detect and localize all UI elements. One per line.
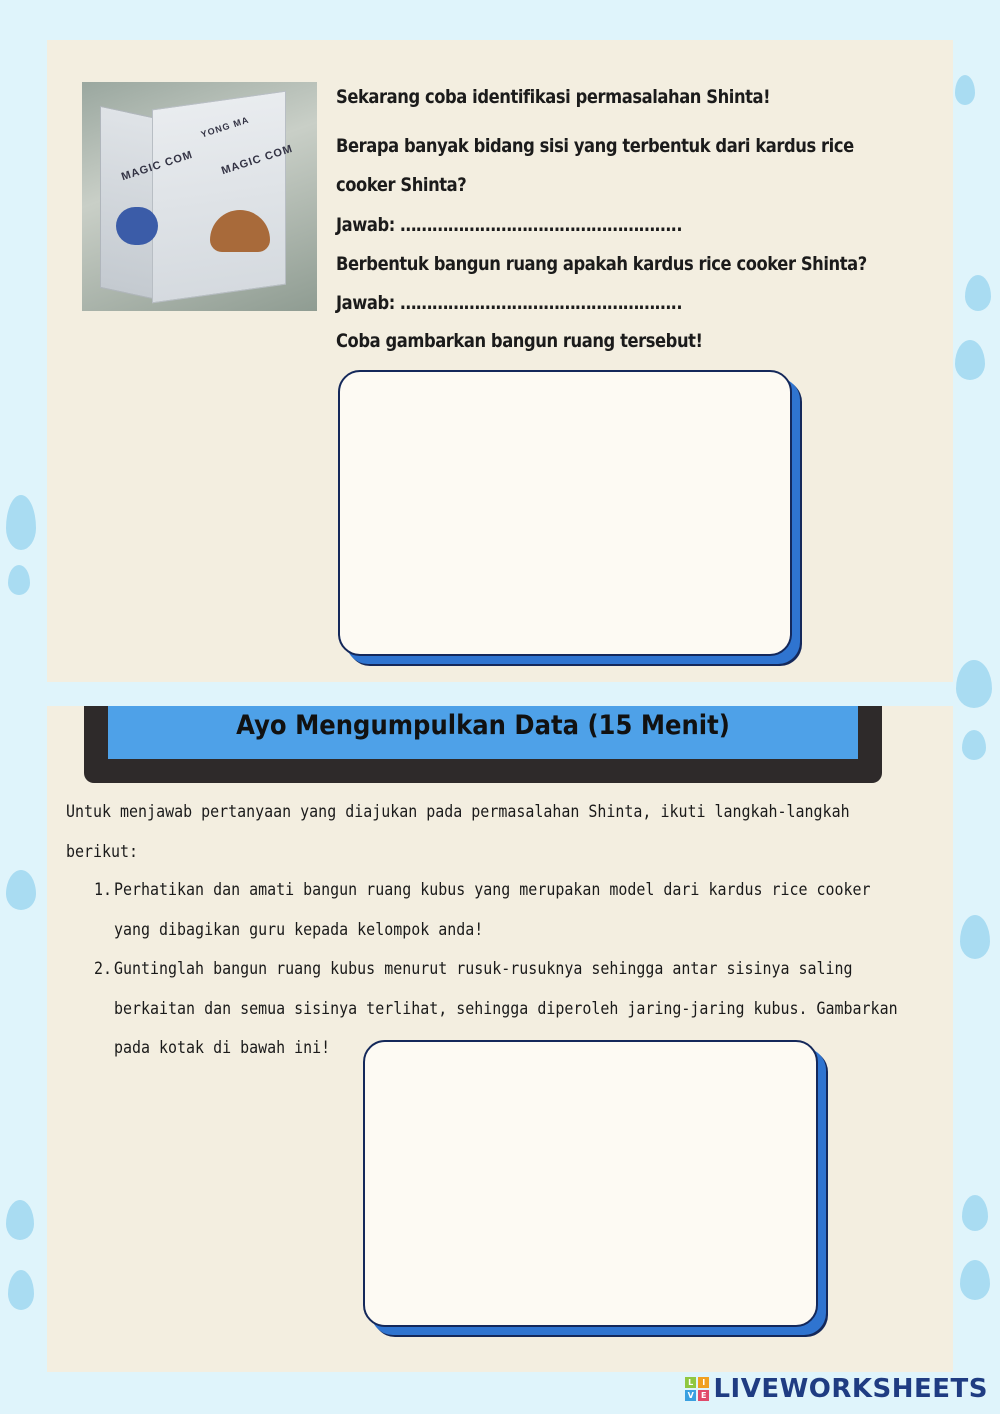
decor-blob <box>962 1195 988 1231</box>
decor-blob <box>956 660 992 708</box>
rice-cooker-box-photo <box>82 82 317 311</box>
step2-line3: pada kotak di bawah ini! <box>114 1038 331 1058</box>
logo-letter: L <box>685 1377 696 1388</box>
box-print-pot-blue <box>116 207 158 245</box>
step1-number: 1. <box>94 880 113 900</box>
step2-line1: Guntinglah bangun ruang kubus menurut rusuk-rusuknya sehingga antar sisinya saling <box>114 959 853 979</box>
section2-intro-line2: berikut: <box>66 841 139 862</box>
liveworksheets-logo-text: LIVEWORKSHEETS <box>713 1374 988 1404</box>
box-side-face <box>100 106 158 300</box>
answer2-field[interactable]: Jawab: …………………………………………….. <box>336 292 683 314</box>
liveworksheets-logo-icon <box>685 1377 709 1401</box>
draw-instruction: Coba gambarkan bangun ruang tersebut! <box>336 330 703 352</box>
liveworksheets-logo <box>685 1374 988 1404</box>
decor-blob <box>6 1200 34 1240</box>
section-banner <box>108 706 858 759</box>
box-brand-label: MAGIC COM <box>219 142 295 178</box>
decor-blob <box>965 275 991 311</box>
logo-letter: V <box>685 1390 696 1401</box>
decor-blob <box>6 870 36 910</box>
decor-blob <box>8 565 30 595</box>
decor-blob <box>955 340 985 380</box>
logo-letter: E <box>698 1390 709 1401</box>
decor-blob <box>955 75 975 105</box>
step1-text <box>114 871 937 950</box>
drawing-area-net[interactable] <box>363 1040 818 1327</box>
step1-line1: Perhatikan dan amati bangun ruang kubus yang merupakan model dari kardus rice cooker <box>114 880 871 900</box>
step1-line2: yang dibagikan guru kepada kelompok anda! <box>114 919 484 940</box>
question1-line2: cooker Shinta? <box>336 174 467 196</box>
logo-letter: I <box>698 1377 709 1388</box>
decor-blob <box>960 915 990 959</box>
decor-blob <box>6 495 36 550</box>
decor-blob <box>960 1260 990 1300</box>
drawing-area-shape[interactable] <box>338 370 792 656</box>
question1-line1: Berapa banyak bidang sisi yang terbentuk dari kardus rice <box>336 135 854 157</box>
box-sublabel: YONG MA <box>199 114 251 140</box>
box-brand-label: MAGIC COM <box>119 148 195 184</box>
section1-intro: Sekarang coba identifikasi permasalahan Shinta! <box>336 86 771 108</box>
decor-blob <box>962 730 986 760</box>
question2: Berbentuk bangun ruang apakah kardus rice cooker Shinta? <box>336 253 867 275</box>
decor-blob <box>8 1270 34 1310</box>
answer1-field[interactable]: Jawab: …………………………………………….. <box>336 214 683 236</box>
step2-line2: berkaitan dan semua sisinya terlihat, sehingga diperoleh jaring-jaring kubus. Gambarkan <box>114 998 898 1019</box>
section-banner-title: Ayo Mengumpulkan Data (15 Menit) <box>236 710 730 741</box>
section2-intro <box>66 793 935 872</box>
section2-intro-line1: Untuk menjawab pertanyaan yang diajukan pada permasalahan Shinta, ikuti langkah-langkah <box>66 802 850 822</box>
step2-number: 2. <box>94 959 113 979</box>
